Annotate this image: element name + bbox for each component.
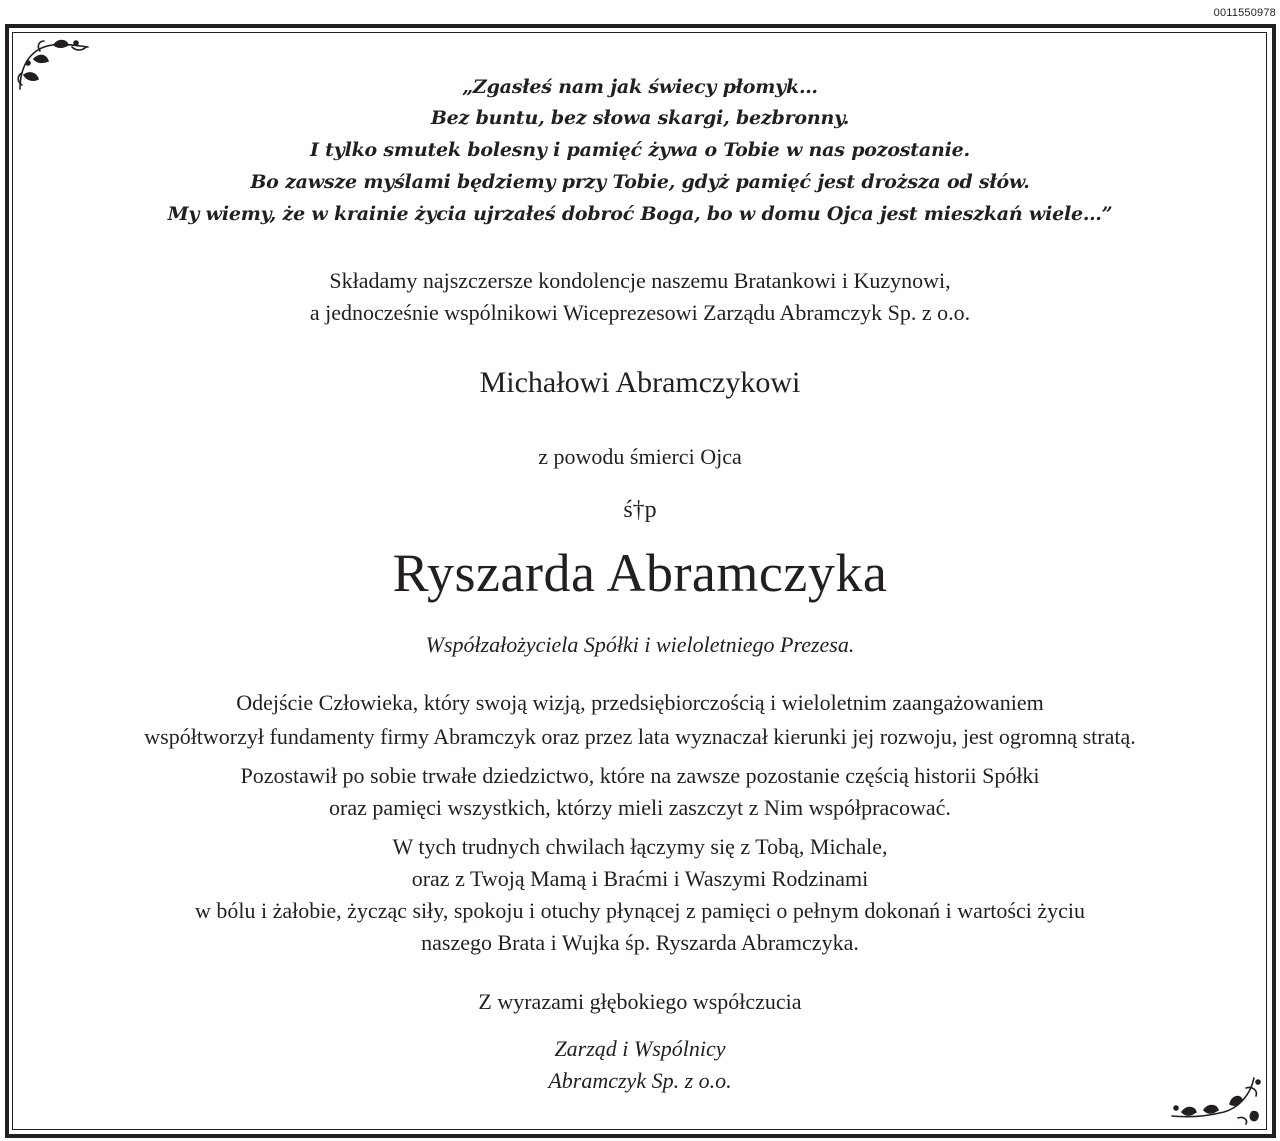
paragraph-line: W tych trudnych chwilach łączymy się z Tobą, Michale,: [392, 834, 888, 859]
deceased-role: Współzałożyciela Spółki i wieloletniego Prezesa.: [425, 632, 855, 657]
paragraph-line: oraz z Twoją Mamą i Braćmi i Waszymi Rodzinami: [411, 866, 869, 891]
poem-line: „Zgasłeś nam jak świecy płomyk…: [462, 76, 818, 98]
paragraph-line: współtworzył fundamenty firmy Abramczyk oraz przez lata wyznaczał kierunki jej rozwoju, jest ogromną stratą.: [144, 724, 1136, 749]
poem-line: Bez buntu, bez słowa skargi, bezbronny.: [430, 107, 850, 129]
paragraph-line: Pozostawił po sobie trwałe dziedzictwo, które na zawsze pozostanie częścią historii Spółki: [240, 763, 1040, 788]
poem-line: My wiemy, że w krainie życia ujrzałeś dobroć Boga, bo w domu Ojca jest mieszkań wiele…”: [167, 203, 1113, 225]
poem-line: I tylko smutek bolesny i pamięć żywa o Tobie w nas pozostanie.: [310, 139, 970, 161]
deceased-name: Ryszarda Abramczyka: [392, 543, 888, 603]
paragraph-line: oraz pamięci wszystkich, którzy mieli zaszczyt z Nim współpracować.: [329, 795, 951, 820]
signature-line: Abramczyk Sp. z o.o.: [548, 1068, 732, 1093]
signature-line: Zarząd i Wspólnicy: [554, 1036, 726, 1061]
paragraph-line: naszego Brata i Wujka śp. Ryszarda Abramczyka.: [421, 930, 859, 955]
closing-line: Z wyrazami głębokiego współczucia: [478, 989, 802, 1014]
poem-line: Bo zawsze myślami będziemy przy Tobie, gdyż pamięć jest droższa od słów.: [250, 171, 1030, 193]
ad-reference-number: 0011550978: [1213, 7, 1276, 19]
stp-cross-mark: ś†p: [623, 497, 657, 523]
condolence-line: Składamy najszczersze kondolencje naszemu Bratankowi i Kuzynowi,: [329, 268, 951, 293]
condolence-line: a jednocześnie wspólnikowi Wiceprezesowi Zarządu Abramczyk Sp. z o.o.: [309, 300, 971, 325]
death-reason: z powodu śmierci Ojca: [538, 444, 742, 469]
paragraph-line: w bólu i żałobie, życząc siły, spokoju i otuchy płynącej z pamięci o pełnym dokonań i wartości życiu: [195, 898, 1085, 923]
recipient-name: Michałowi Abramczykowi: [479, 366, 801, 399]
paragraph-line: Odejście Człowieka, który swoją wizją, przedsiębiorczością i wieloletnim zaangażowaniem: [236, 690, 1044, 715]
